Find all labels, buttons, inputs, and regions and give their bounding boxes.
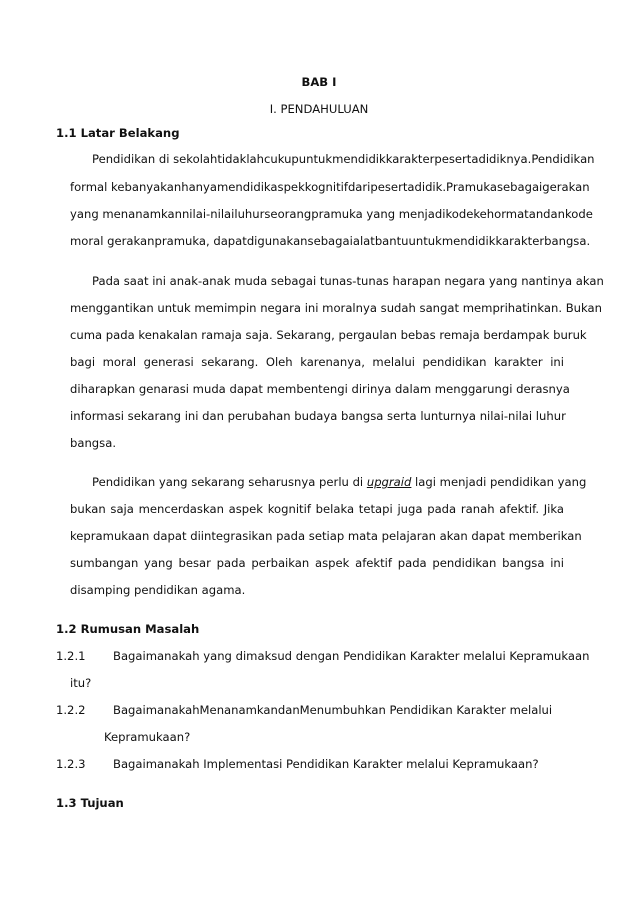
p2-line-7: bangsa. xyxy=(70,436,117,450)
p2-line-1: Pada saat ini anak-anak muda sebagai tunas-tunas harapan negara yang nantinya akan xyxy=(92,274,604,288)
p3-line-1 xyxy=(70,475,587,490)
p3-line-4: sumbangan yang besar pada perbaikan aspek afektif pada pendidikan bangsa ini xyxy=(70,556,564,570)
p3-line-5: disamping pendidikan agama. xyxy=(70,583,246,597)
item-1-2-1-line-2: itu? xyxy=(70,676,92,690)
p3-line-2: bukan saja mencerdaskan aspek kognitif belaka tetapi juga pada ranah afektif. Jika xyxy=(70,502,564,516)
item-1-2-1-number: 1.2.1 xyxy=(56,649,86,663)
p1-line-4: moral gerakanpramuka, dapatdigunakansebagaialatbantuuntukmendidikkarakterbangsa. xyxy=(70,234,591,248)
item-1-2-3-line-1: Bagaimanakah Implementasi Pendidikan Karakter melalui Kepramukaan? xyxy=(113,757,539,771)
p1-line-1: Pendidikan di sekolahtidaklahcukupuntukmendidikkarakterpesertadidiknya.Pendidikan xyxy=(92,152,595,166)
p2-line-4: bagi moral generasi sekarang. Oleh karenanya, melalui pendidikan karakter ini xyxy=(70,355,564,369)
section-1-2-heading: 1.2 Rumusan Masalah xyxy=(56,622,200,636)
section-1-3-heading: 1.3 Tujuan xyxy=(56,796,124,810)
p2-line-3: cuma pada kenakalan ramaja saja. Sekarang, pergaulan bebas remaja berdampak buruk xyxy=(70,328,587,342)
item-1-2-2-line-1: BagaimanakahMenanamkandanMenumbuhkan Pendidikan Karakter melalui xyxy=(113,703,553,717)
p3-line-1-before: Pendidikan yang sekarang seharusnya perlu di xyxy=(92,475,367,489)
item-1-2-1-line-1: Bagaimanakah yang dimaksud dengan Pendidikan Karakter melalui Kepramukaan xyxy=(113,649,590,663)
chapter-label: BAB I xyxy=(301,75,337,89)
p3-line-1-after: lagi menjadi pendidikan yang xyxy=(411,475,587,489)
p2-line-2: menggantikan untuk memimpin negara ini moralnya sudah sangat memprihatinkan. Bukan xyxy=(70,301,602,315)
p2-line-5: diharapkan genarasi muda dapat membentengi dirinya dalam menggarungi derasnya xyxy=(70,382,570,396)
item-1-2-3-number: 1.2.3 xyxy=(56,757,86,771)
chapter-title xyxy=(0,102,638,117)
p2-line-6: informasi sekarang ini dan perubahan budaya bangsa serta lunturnya nilai-nilai luhur xyxy=(70,409,566,423)
item-1-2-2-number: 1.2.2 xyxy=(56,703,86,717)
p3-line-3: kepramukaan dapat diintegrasikan pada setiap mata pelajaran akan dapat memberikan xyxy=(70,529,582,543)
p1-line-2: formal kebanyakanhanyamendidikaspekkognitifdaripesertadidik.Pramukasebagaigerakan xyxy=(70,180,590,194)
item-1-2-2-line-2: Kepramukaan? xyxy=(104,730,191,744)
section-1-1-heading: 1.1 Latar Belakang xyxy=(56,126,180,140)
p1-line-3: yang menanamkannilai-nilailuhurseorangpramuka yang menjadikodekehormatandankode xyxy=(70,207,593,221)
p3-line-1-italic: upgraid xyxy=(366,475,412,489)
chapter-title-text: I. PENDAHULUAN xyxy=(269,102,369,116)
